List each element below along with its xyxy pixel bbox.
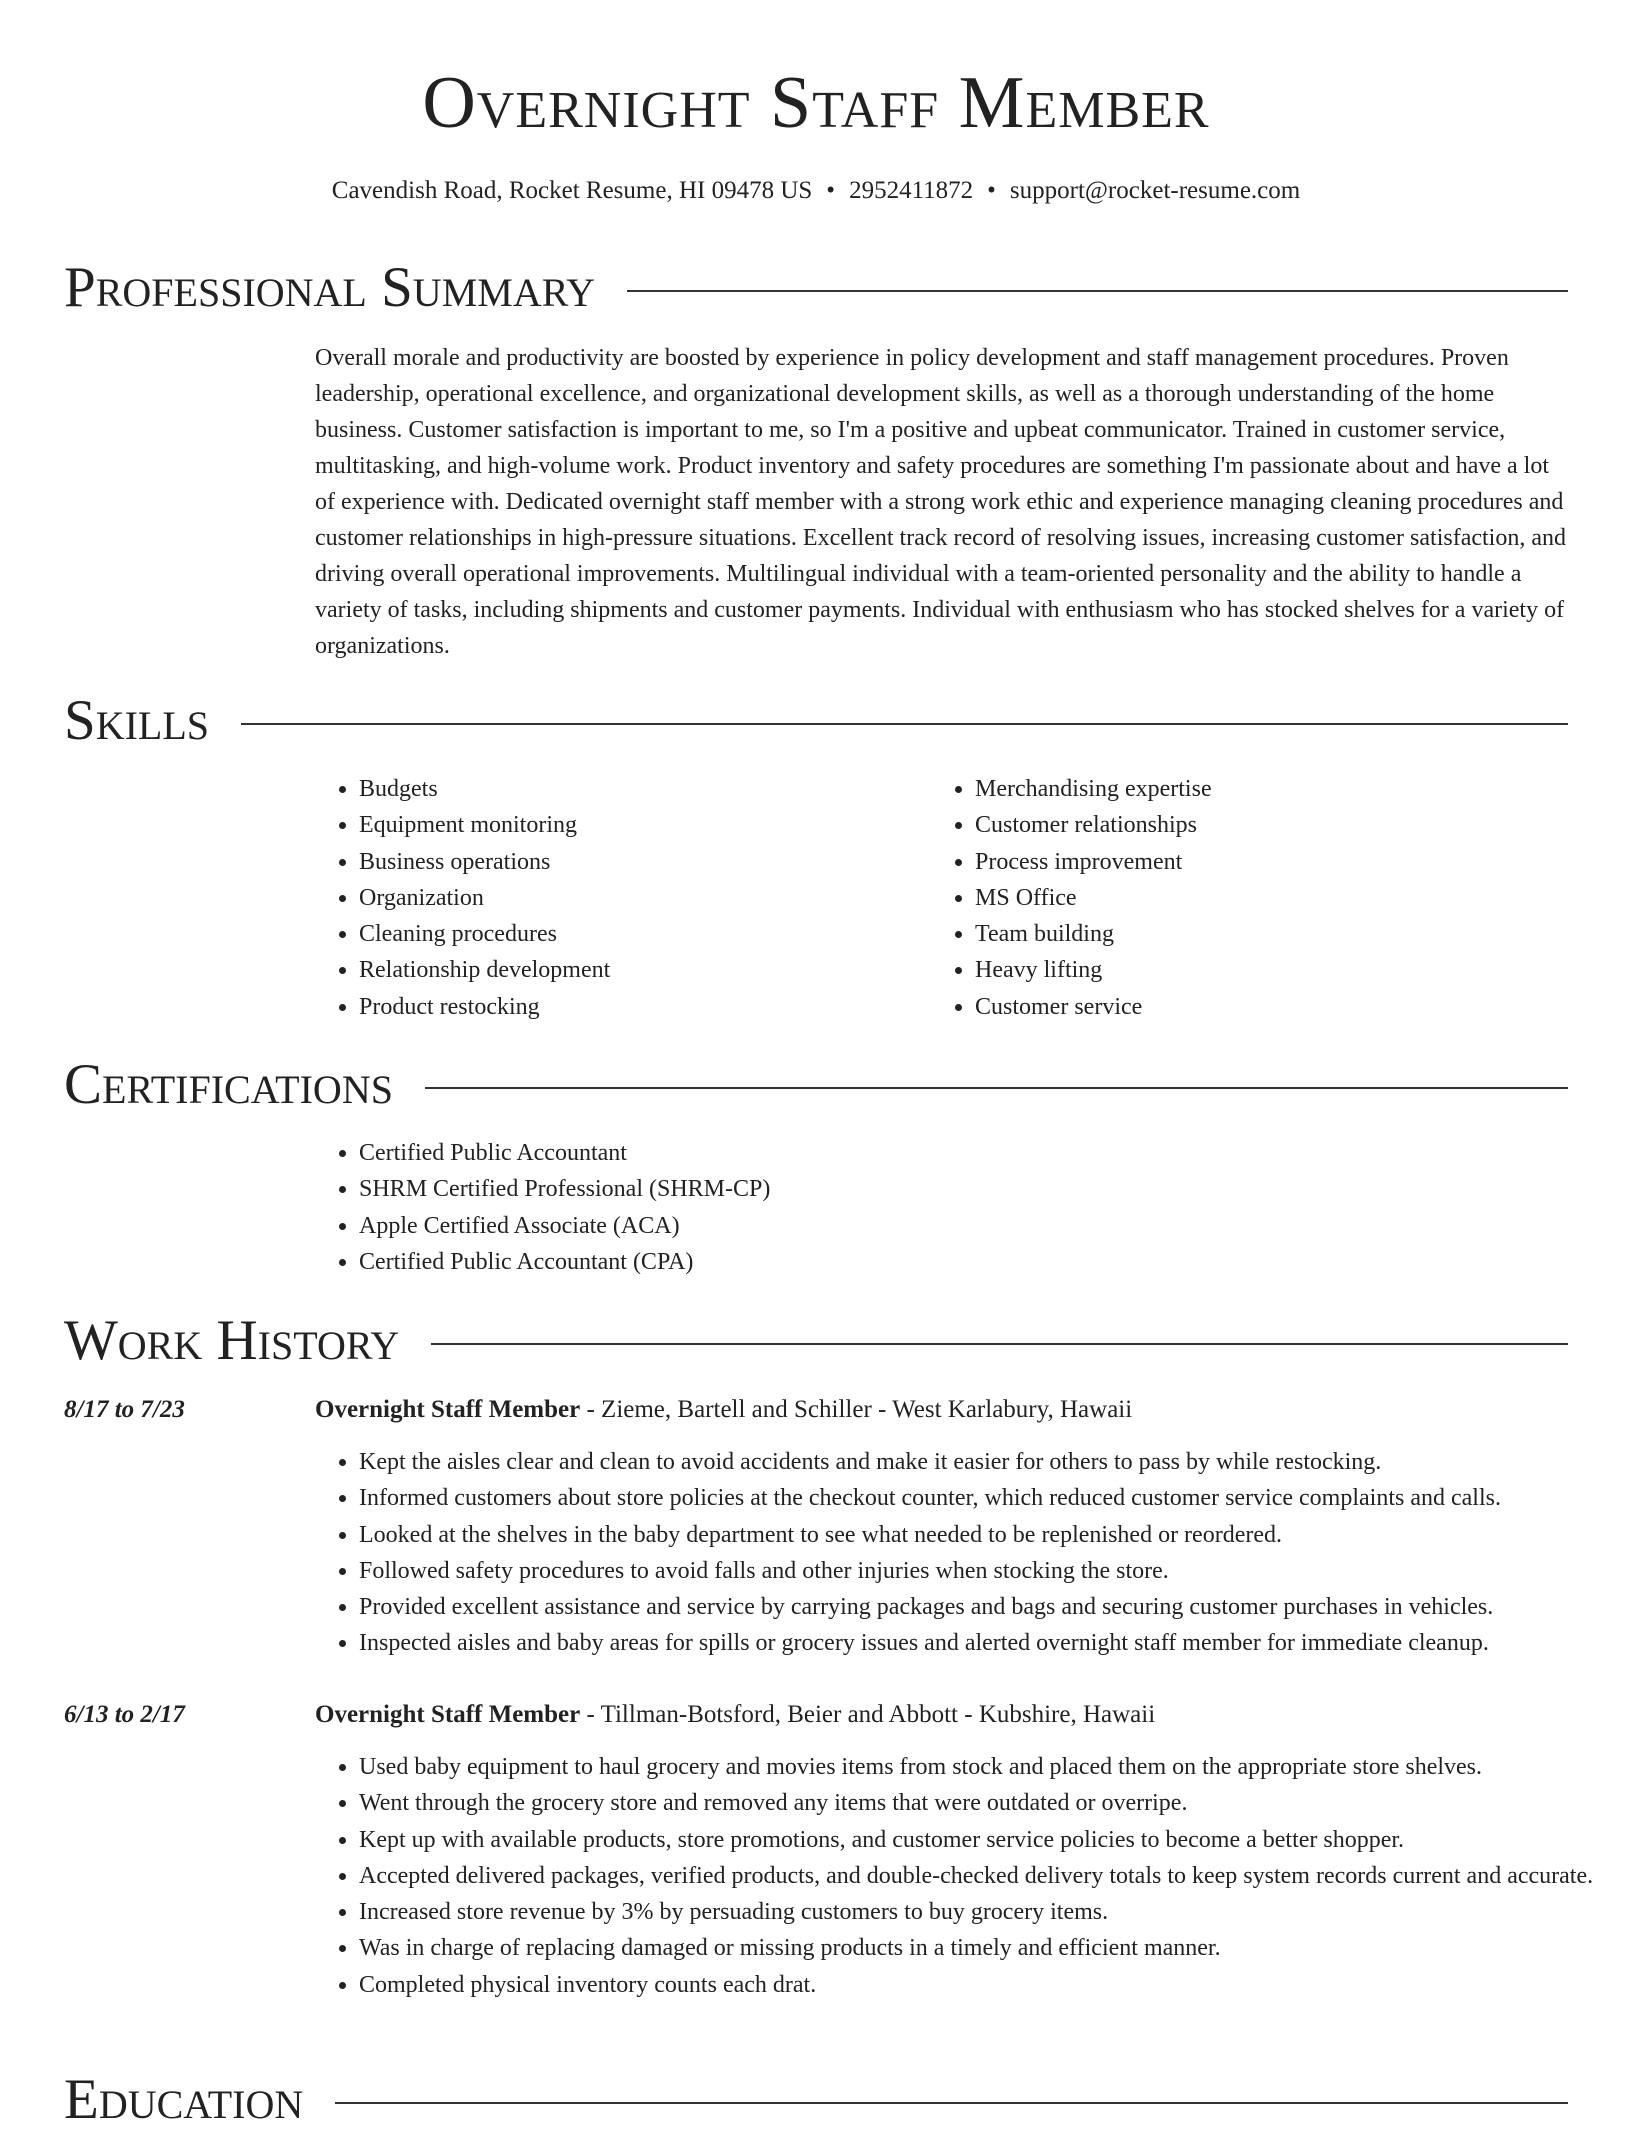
- skill-item: • MS Office: [975, 880, 1605, 916]
- section-title: Education: [64, 2068, 304, 2131]
- job-employer: - Zieme, Bartell and Schiller - West Karlabury, Hawaii: [580, 1396, 1133, 1423]
- contact-address: Cavendish Road, Rocket Resume, HI 09478 US: [331, 177, 813, 204]
- section-heading-work-history: [64, 1309, 1568, 1373]
- certification-item: • Certified Public Accountant (CPA): [359, 1244, 1559, 1280]
- skills-list-right: [931, 771, 1605, 1025]
- skill-item: • Team building: [975, 916, 1605, 952]
- contact-line: [0, 174, 1632, 208]
- job-duty: • Informed customers about store policies at the checkout counter, which reduced customer service complaints and calls.: [359, 1480, 1612, 1516]
- certifications-list: [315, 1135, 1559, 1280]
- skill-item: • Customer relationships: [975, 807, 1605, 843]
- summary-text: Overall morale and productivity are boosted by experience in policy development and staff management procedures. Proven leadership, operational excellence, and organizational development skills, as well as a thorough understanding of the home business. Customer satisfaction is important to me, so I'm a positive and upbeat communicator. Trained in customer service, multitasking, and high-volume work. Product inventory and safety procedures are something I'm passionate about and have a lot of experience with. Dedicated overnight staff member with a strong work ethic and experience managing cleaning procedures and customer relationships in high-pressure situations. Excellent track record of resolving issues, increasing customer satisfaction, and driving overall operational improvements. Multilingual individual with a team-oriented personality and the ability to handle a variety of tasks, including shipments and customer payments. Individual with enthusiasm who has stocked shelves for a variety of organizations.: [315, 345, 1566, 659]
- job-duties-list: [315, 1749, 1612, 2003]
- skill-item: • Equipment monitoring: [359, 807, 959, 843]
- resume-name: Overnight Staff Member: [422, 62, 1210, 144]
- job-dates: 8/17 to 7/23: [64, 1396, 185, 1423]
- section-heading-summary: [64, 256, 1568, 320]
- section-heading-skills: [64, 689, 1568, 753]
- section-divider: [627, 290, 1568, 292]
- job-title: Overnight Staff Member: [315, 1396, 581, 1423]
- job-duties-list: [315, 1444, 1612, 1662]
- contact-separator: •: [987, 177, 996, 204]
- job-employer: - Tillman-Botsford, Beier and Abbott - Kubshire, Hawaii: [580, 1701, 1156, 1728]
- skill-item: • Business operations: [359, 844, 959, 880]
- skill-item: • Organization: [359, 880, 959, 916]
- section-title: Work History: [64, 1309, 400, 1372]
- section-title: Skills: [64, 689, 210, 752]
- job-duty: • Kept the aisles clear and clean to avoid accidents and make it easier for others to pass by while restocking.: [359, 1444, 1612, 1480]
- contact-separator: •: [826, 177, 836, 204]
- job-duty: • Completed physical inventory counts each drat.: [359, 1967, 1612, 2003]
- job-duty: • Provided excellent assistance and service by carrying packages and bags and securing customer purchases in vehicles.: [359, 1589, 1612, 1625]
- job-duty: • Increased store revenue by 3% by persuading customers to buy grocery items.: [359, 1894, 1612, 1930]
- job-duty: • Used baby equipment to haul grocery and movies items from stock and placed them on the appropriate store shelves.: [359, 1749, 1612, 1785]
- contact-email: support@rocket-resume.com: [1009, 177, 1301, 204]
- skill-item: • Process improvement: [975, 844, 1605, 880]
- job-duty: • Followed safety procedures to avoid falls and other injuries when stocking the store.: [359, 1553, 1612, 1589]
- job-title-line: [315, 1393, 1568, 1427]
- section-heading-education: [64, 2068, 1568, 2132]
- job-duty: • Kept up with available products, store promotions, and customer service policies to become a better shopper.: [359, 1822, 1612, 1858]
- section-heading-certifications: [64, 1053, 1568, 1117]
- section-divider: [241, 723, 1568, 725]
- job-duty: • Looked at the shelves in the baby department to see what needed to be replenished or reordered.: [359, 1517, 1612, 1553]
- section-divider: [335, 2102, 1568, 2104]
- skill-item: • Relationship development: [359, 952, 959, 988]
- section-divider: [425, 1087, 1568, 1089]
- skills-list-left: [315, 771, 959, 1025]
- section-divider: [431, 1343, 1568, 1345]
- section-title: Certifications: [64, 1053, 393, 1116]
- skill-item: • Heavy lifting: [975, 952, 1605, 988]
- skill-item: • Product restocking: [359, 989, 959, 1025]
- job-title: Overnight Staff Member: [315, 1701, 581, 1728]
- contact-phone: 2952411872: [849, 177, 974, 204]
- job-title-line: [315, 1698, 1568, 1732]
- skill-item: • Budgets: [359, 771, 959, 807]
- job-dates: 6/13 to 2/17: [64, 1701, 185, 1728]
- job-duty: • Was in charge of replacing damaged or missing products in a timely and efficient manner.: [359, 1930, 1612, 1966]
- section-title: Professional Summary: [64, 256, 596, 319]
- job-duty: • Accepted delivered packages, verified products, and double-checked delivery totals to keep system records current and accurate.: [359, 1858, 1612, 1894]
- job-duty: • Inspected aisles and baby areas for spills or grocery issues and alerted overnight staff member for immediate cleanup.: [359, 1625, 1612, 1661]
- certification-item: • Apple Certified Associate (ACA): [359, 1208, 1559, 1244]
- skill-item: • Merchandising expertise: [975, 771, 1605, 807]
- skill-item: • Cleaning procedures: [359, 916, 959, 952]
- job-duty: • Went through the grocery store and removed any items that were outdated or overripe.: [359, 1785, 1612, 1821]
- certification-item: • Certified Public Accountant: [359, 1135, 1559, 1171]
- skill-item: • Customer service: [975, 989, 1605, 1025]
- certification-item: • SHRM Certified Professional (SHRM-CP): [359, 1171, 1559, 1207]
